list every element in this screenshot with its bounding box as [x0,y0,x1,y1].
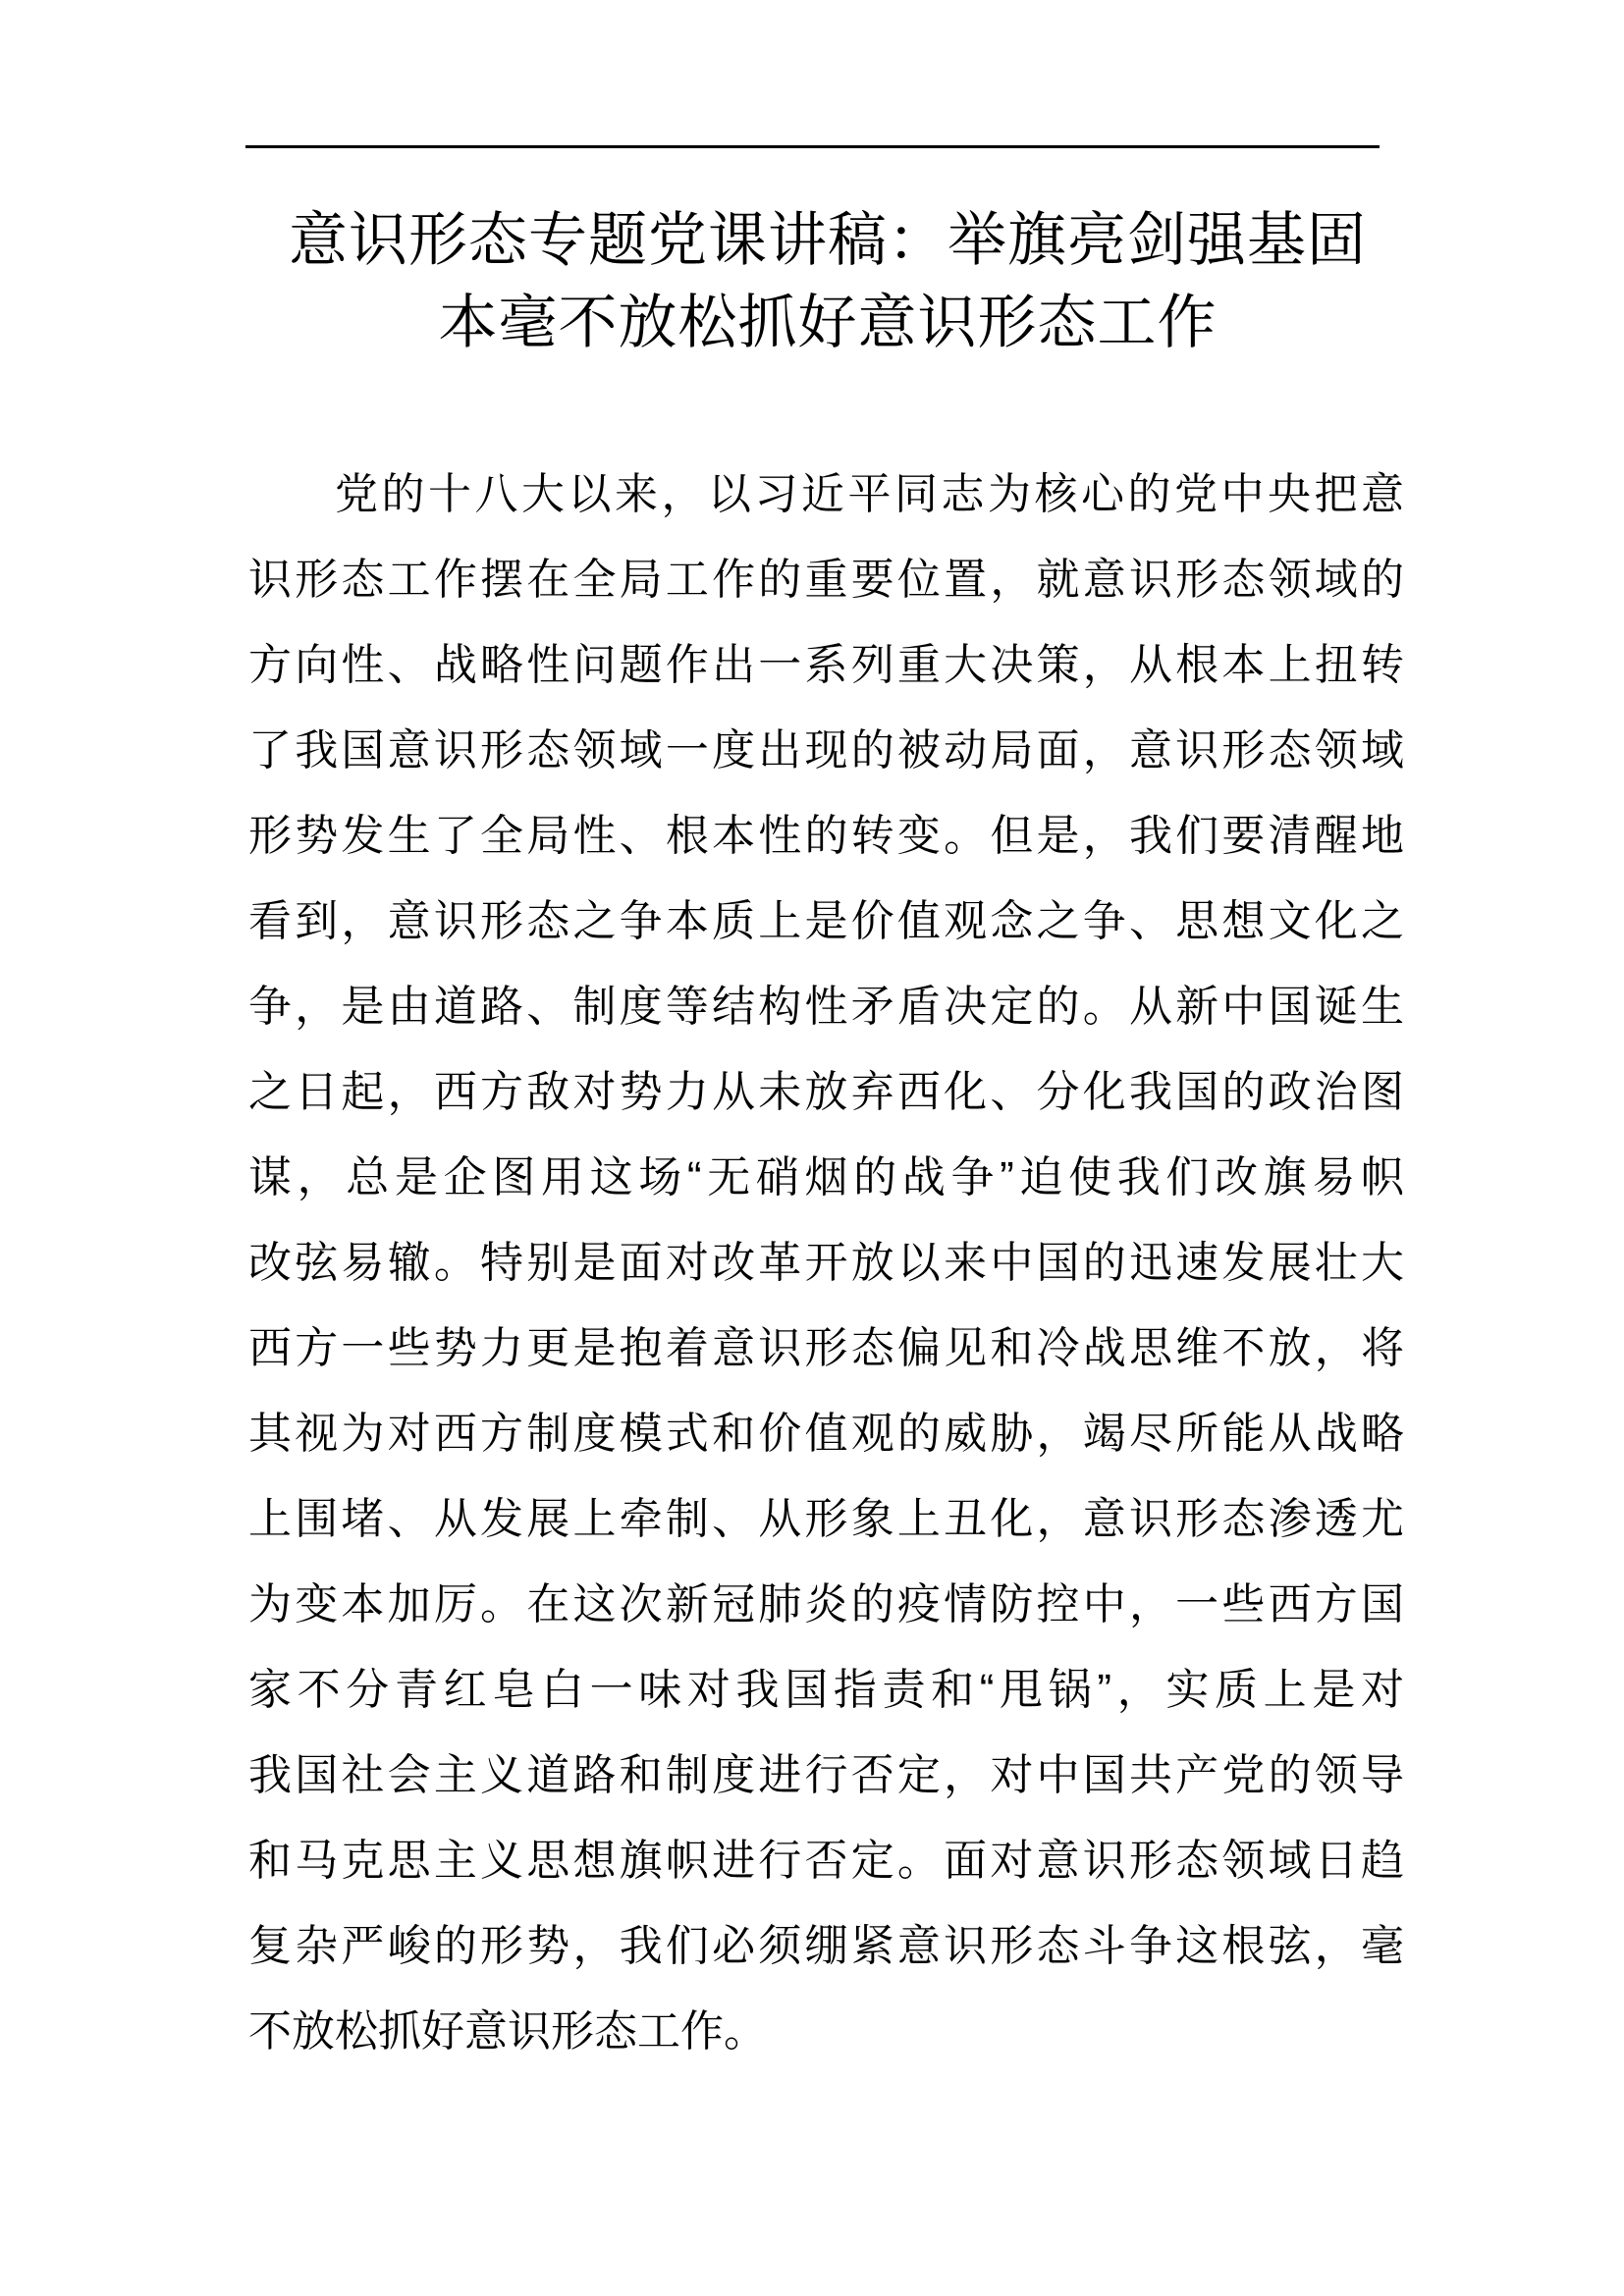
body-line: 复杂严峻的形势，我们必须绷紧意识形态斗争这根弦，毫 [248,1922,1407,1970]
body-line: 之日起，西方敌对势力从未放弃西化、分化我国的政治图 [248,1068,1407,1116]
document-title [248,199,1407,364]
body-line: 和马克思主义思想旗帜进行否定。面对意识形态领域日趋 [248,1837,1407,1885]
document-title-line-2: 本毫不放松抓好意识形态工作 [438,290,1218,355]
document-title-line-1: 意识形态专题党课讲稿：举旗亮剑强基固 [289,207,1367,273]
body-line: 方向性、战略性问题作出一系列重大决策，从根本上扭转 [248,641,1407,689]
body-line: 看到，意识形态之争本质上是价值观念之争、思想文化之 [248,897,1407,945]
body-line: 谋，总是企图用这场“无硝烟的战争”迫使我们改旗易帜 [248,1153,1407,1201]
body-line: 了我国意识形态领域一度出现的被动局面，意识形态领域 [248,726,1407,774]
body-line: 家不分青红皂白一味对我国指责和“甩锅”，实质上是对 [248,1666,1407,1714]
body-paragraph [248,452,1407,2074]
body-line: 争，是由道路、制度等结构性矛盾决定的。从新中国诞生 [248,983,1407,1031]
body-line: 形势发生了全局性、根本性的转变。但是，我们要清醒地 [248,812,1407,860]
title-divider-line [245,145,1380,148]
body-line: 不放松抓好意识形态工作。 [248,2007,767,2056]
body-line: 识形态工作摆在全局工作的重要位置，就意识形态领域的 [248,556,1407,604]
body-line: 我国社会主义道路和制度进行否定，对中国共产党的领导 [248,1751,1407,1799]
body-line: 改弦易辙。特别是面对改革开放以来中国的迅速发展壮大 [248,1239,1407,1287]
body-line: 党的十八大以来，以习近平同志为核心的党中央把意 [335,470,1407,518]
body-line: 西方一些势力更是抱着意识形态偏见和冷战思维不放，将 [248,1324,1407,1372]
body-line: 其视为对西方制度模式和价值观的威胁，竭尽所能从战略 [248,1410,1407,1458]
body-line: 为变本加厉。在这次新冠肺炎的疫情防控中，一些西方国 [248,1580,1407,1629]
body-line: 上围堵、从发展上牵制、从形象上丑化，意识形态渗透尤 [248,1495,1407,1543]
